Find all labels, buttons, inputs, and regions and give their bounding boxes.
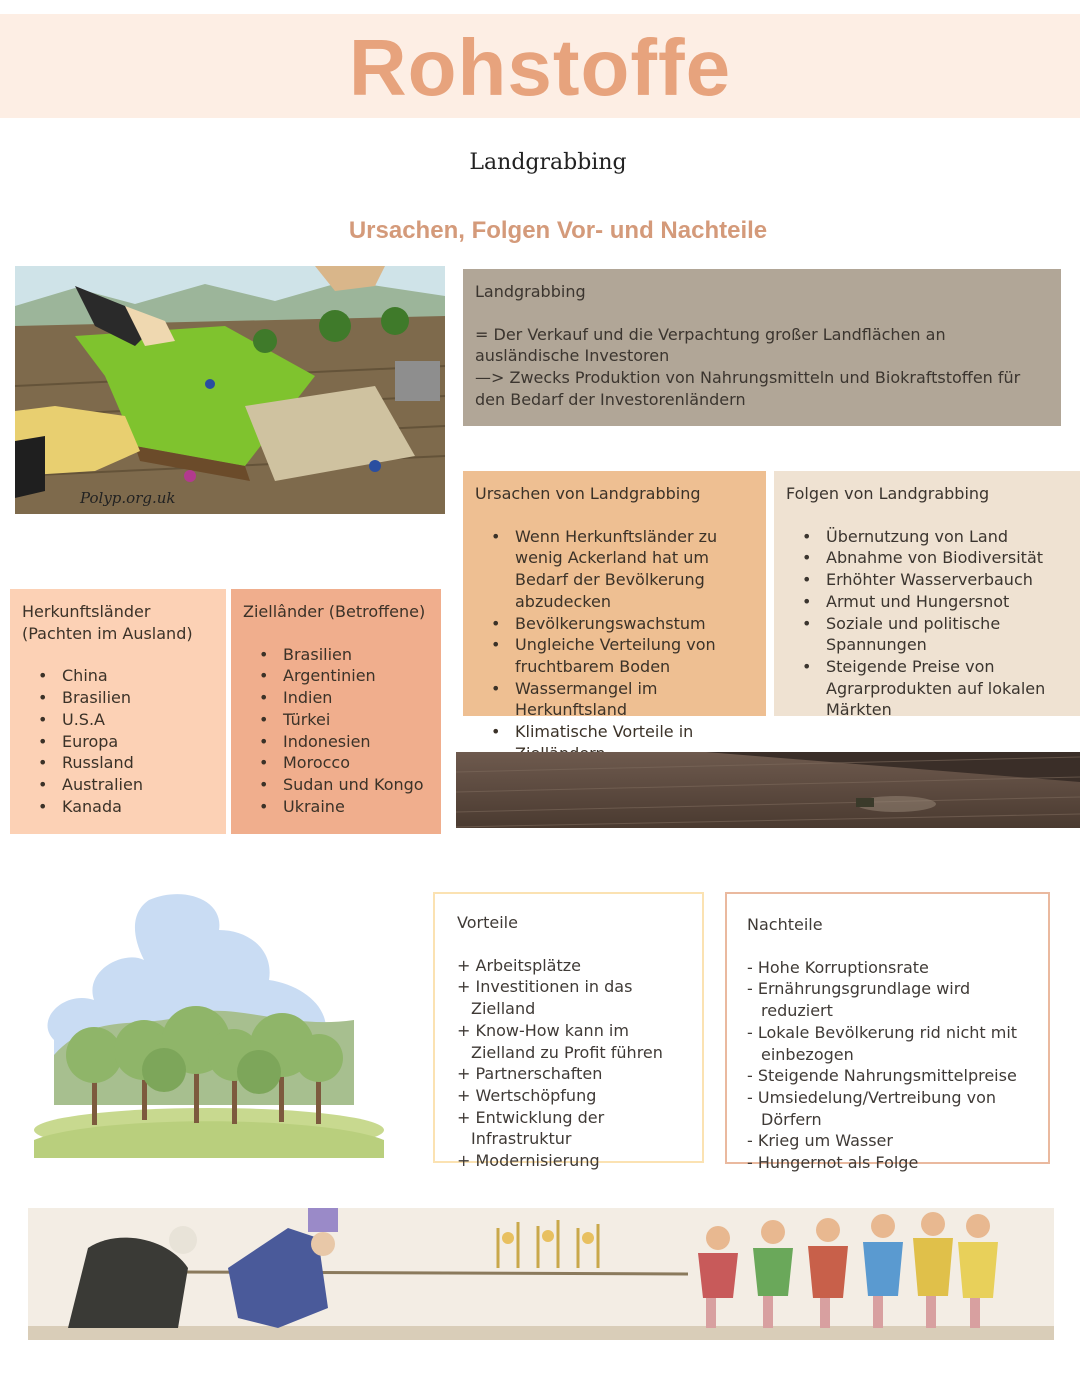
list-item: • Übernutzung von Land [814, 526, 1068, 548]
list-item: + Modernisierung [457, 1151, 600, 1171]
ursachen-list [475, 526, 754, 765]
folgen-list [786, 526, 1068, 721]
list-item: • Soziale und politische Spannungen [814, 613, 1068, 656]
list-item: • Ukraine [271, 796, 429, 818]
list-item: • Armut und Hungersnot [814, 591, 1068, 613]
list-item: • Brasilien [271, 644, 429, 666]
definition-title: Landgrabbing [475, 282, 586, 301]
list-item: • Bevölkerungswachstum [503, 613, 754, 635]
list-item: • Argentinien [271, 665, 429, 687]
list-item: + Know-How kann im Zielland zu Profit führen [457, 1020, 663, 1062]
folgen-box [774, 471, 1080, 720]
list-item: • Sudan und Kongo [271, 774, 429, 796]
list-item: • Türkei [271, 709, 429, 731]
list-item: • Klimatische Vorteile in [503, 721, 754, 764]
list-item: • Australien [50, 774, 214, 796]
list-item: • Brasilien [50, 687, 214, 709]
folgen-title: Folgen von Landgrabbing [786, 484, 990, 503]
field-photo-image [456, 752, 1080, 828]
list-item: - Hungernot als Folge [747, 1153, 919, 1173]
list-item: • Kanada [50, 796, 214, 818]
list-item: - Krieg um Wasser [747, 1131, 893, 1151]
list-item: • Wenn Herkunftsländer zu wenig Ackerland hat um Bedarf der Bevölkerung abzudecken [503, 526, 754, 613]
ziel-list [243, 644, 429, 818]
cartoon-signature: Polyp.org.uk [80, 489, 176, 507]
ursachen-box [463, 471, 766, 742]
page-title: Rohstoffe [348, 23, 732, 112]
list-item: • China [50, 665, 214, 687]
vorteile-title: Vorteile [457, 913, 518, 932]
list-item: - Hohe Korruptionsrate [747, 957, 929, 977]
list-item: + Partnerschaften [457, 1064, 603, 1084]
vorteile-box [433, 892, 704, 1171]
list-item: - Steigende Nahrungsmittelpreise [747, 1066, 1017, 1086]
list-item: - Ernährungsgrundlage wird reduziert [747, 979, 971, 1021]
list-item: • Europa [50, 731, 214, 753]
ziel-title: Ziellânder (Betroffene) [243, 602, 426, 621]
list-item: - Lokale Bevölkerung rid nicht mit einbezogen [747, 1022, 1018, 1064]
definition-purpose: —> Zwecks Produktion von Nahrungsmitteln und Biokraftstoffen für den Bedarf der Investorenländern [475, 368, 1021, 409]
page-subtitle: Landgrabbing [469, 150, 627, 175]
list-item: • Ungleiche Verteilung von fruchtbarem Boden [503, 634, 754, 677]
herkunft-title: Herkunftsländer (Pachten im Ausland) [22, 602, 193, 643]
tug-of-war-illustration-image [28, 1208, 1054, 1340]
list-item: + Wertschöpfung [457, 1085, 597, 1105]
herkunft-list [22, 665, 214, 817]
landgrab-cartoon-image [15, 266, 445, 514]
list-item: + Investitionen in das Zielland [457, 977, 633, 1019]
list-item: - Umsiedelung/Vertreibung von Dörfern [747, 1087, 997, 1129]
ursachen-title: Ursachen von Landgrabbing [475, 484, 701, 503]
list-item: • Abnahme von Biodiversität [814, 547, 1068, 569]
list-item: • U.S.A [50, 709, 214, 731]
definition-text: = Der Verkauf und die Verpachtung großer Landflächen an ausländische Investoren [475, 324, 946, 366]
definition-box [463, 269, 1061, 426]
nachteile-title: Nachteile [747, 915, 823, 934]
list-item: • Morocco [271, 752, 429, 774]
list-item: + Arbeitsplätze [457, 955, 581, 975]
forest-illustration-image [34, 890, 384, 1158]
list-item: • Steigende Preise von Agrarprodukten auf lokalen Märkten [814, 656, 1068, 721]
list-item: + Entwicklung der Infrastruktur [457, 1107, 605, 1149]
section-heading: Ursachen, Folgen Vor- und Nachteile [348, 217, 768, 244]
list-item: • Russland [50, 752, 214, 774]
list-item: • Indien [271, 687, 429, 709]
nachteile-box [725, 892, 1050, 1173]
list-item: • Indonesien [271, 731, 429, 753]
list-item: • Erhöhter Wasserverbauch [814, 569, 1068, 591]
ziel-box [231, 589, 441, 834]
list-item: • Wassermangel im Herkunftsland [503, 678, 754, 721]
herkunft-box [10, 589, 226, 834]
